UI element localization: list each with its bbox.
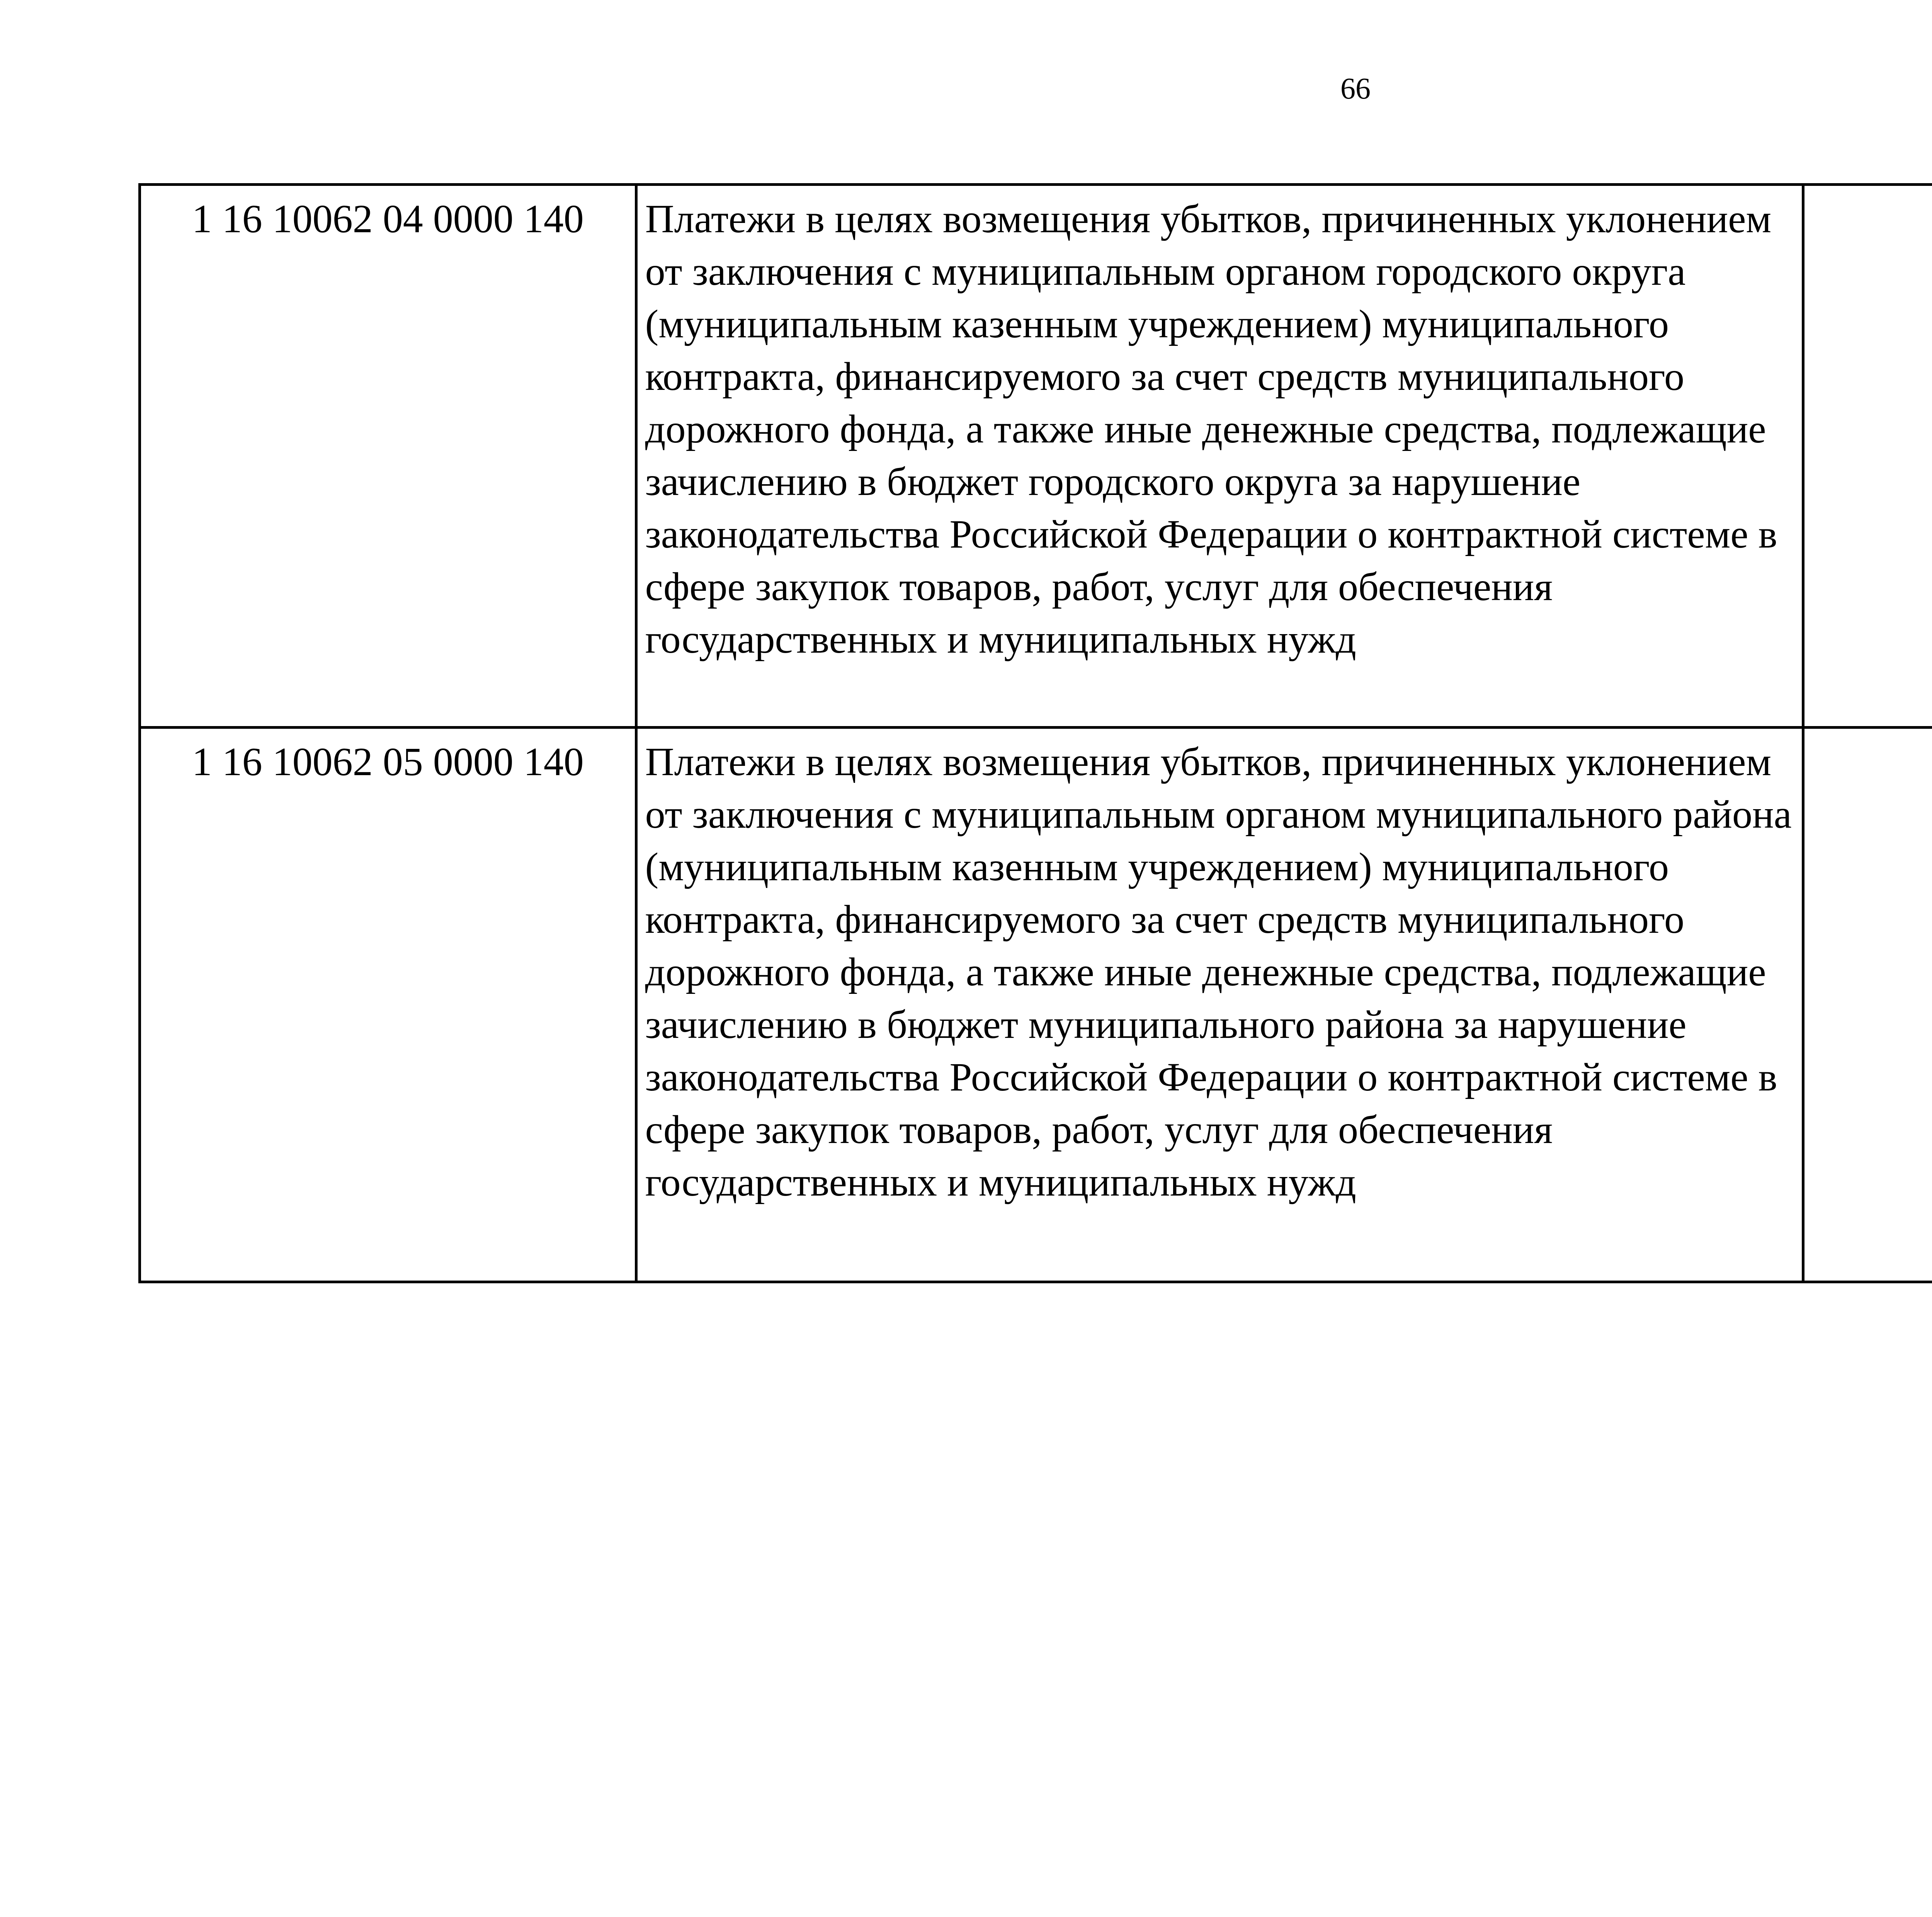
description-cell: Платежи в целях возмещения убытков, причиненных уклонением от заключения с муниципальным органом городского округа (муниципальным казенным учреждением) муниципального контракта, финансируемого за счет средств муниципального дорожного фонда, а также иные денежные средства, подлежащие зачислению в бюджет городского округа за нарушение законодательства Российской Федерации о контрактной системе в сфере закупок товаров, работ, услуг для обеспечения государственных и муниципальных нужд bbox=[636, 185, 1803, 728]
value-cell bbox=[1803, 185, 1932, 728]
page-number: 66 bbox=[1340, 71, 1371, 105]
budget-code-cell: 1 16 10062 05 0000 140 bbox=[140, 728, 636, 1282]
description-cell: Платежи в целях возмещения убытков, причиненных уклонением от заключения с муниципальным органом муниципального района (муниципальным казенным учреждением) муниципального контракта, финансируемого за счет средств муниципального дорожного фонда, а также иные денежные средства, подлежащие зачислению в бюджет муниципального района за нарушение законодательства Российской Федерации о контрактной системе в сфере закупок товаров, работ, услуг для обеспечения государственных и муниципальных нужд bbox=[636, 728, 1803, 1282]
budget-code-cell: 1 16 10062 04 0000 140 bbox=[140, 185, 636, 728]
value-cell bbox=[1803, 728, 1932, 1282]
revenue-distribution-table bbox=[138, 183, 1932, 1283]
table-row bbox=[140, 185, 1932, 728]
table-row bbox=[140, 728, 1932, 1282]
